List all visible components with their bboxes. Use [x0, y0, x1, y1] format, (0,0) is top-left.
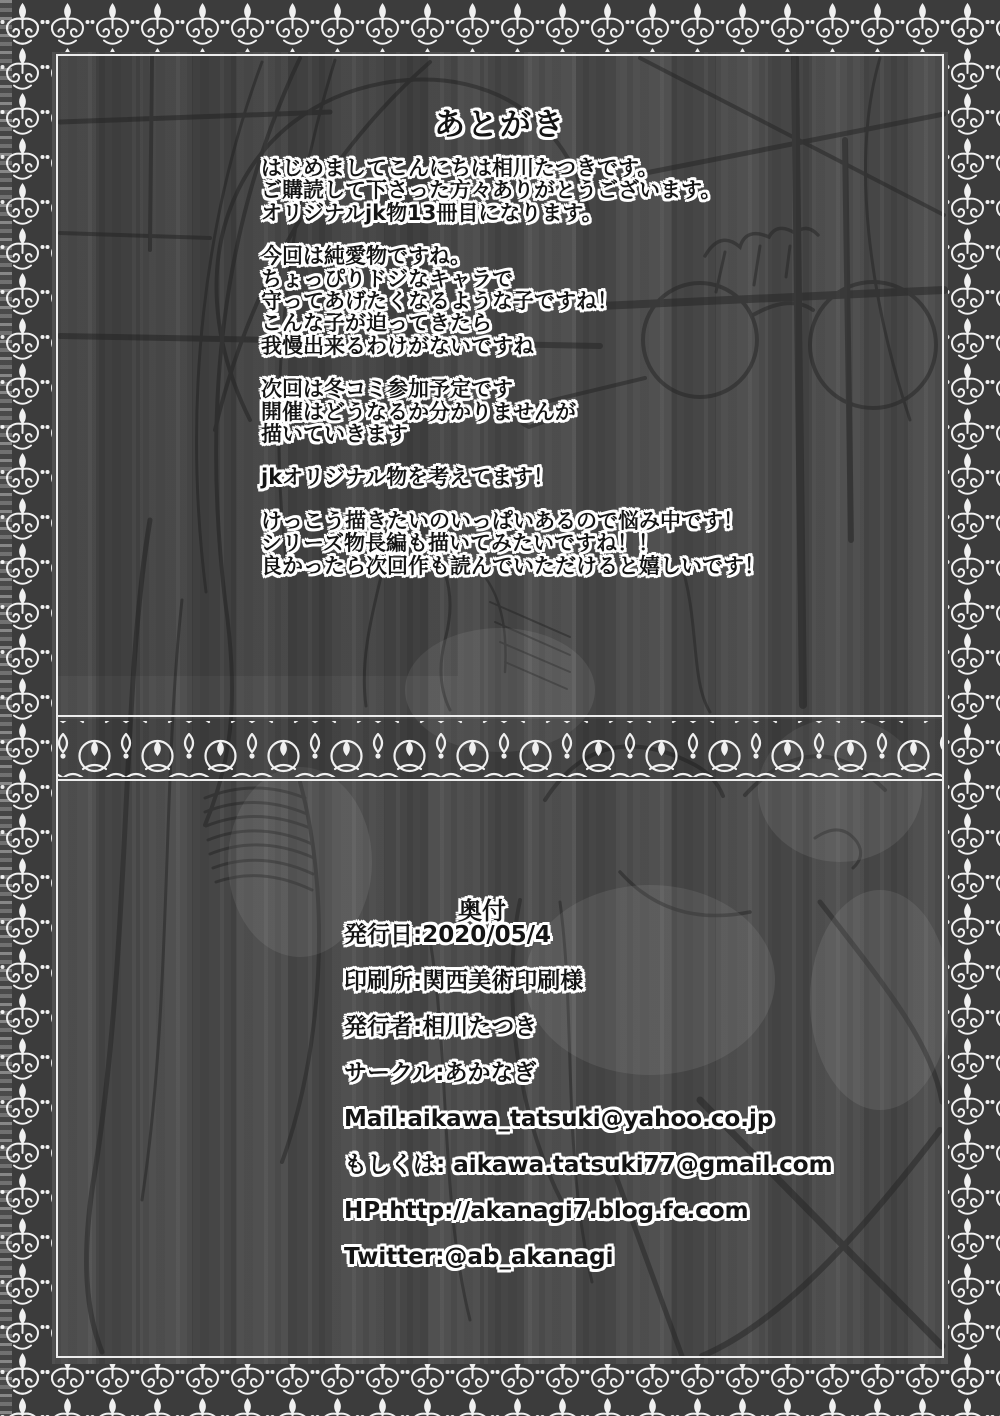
afterword-line: 良かったら次回作も読んでいただけると嬉しいです！ [261, 553, 765, 578]
colophon-line-publisher: 発行者:相川たつき [344, 1014, 538, 1040]
colophon-line-mail-alt: もしくは: aikawa.tatsuki77@gmail.com [344, 1152, 833, 1178]
afterword-line: シリーズ物長編も描いてみたいですね！！ [261, 531, 659, 556]
afterword-line: jkオリジナル物を考えてます！ [261, 465, 555, 490]
colophon-line-circle: サークル:あかなぎ [344, 1060, 537, 1086]
afterword-paragraph [261, 378, 765, 445]
scan-edge-artifact [0, 0, 12, 1416]
colophon-line-publish-date: 発行日:2020/05/4 [344, 922, 552, 948]
divider-band [58, 715, 942, 781]
afterword-line: 守ってあげたくなるような子ですね！ [261, 289, 618, 314]
colophon-line-homepage: HP:http://akanagi7.blog.fc.com [344, 1198, 749, 1224]
afterword-paragraph [261, 245, 765, 357]
page-title: あとがき [434, 107, 566, 143]
colophon-line-twitter: Twitter:@ab_akanagi [344, 1244, 614, 1270]
colophon-block [344, 921, 833, 1289]
afterword-line: 我慢出来るわけがないですね [261, 333, 534, 358]
colophon-heading: 奥付 [458, 897, 506, 925]
afterword-line: 次回は冬コミ参加予定です [261, 377, 513, 402]
afterword-line: 描いていきます [261, 422, 408, 447]
afterword-line: はじめましてこんにちは相川たつきです。 [261, 156, 659, 180]
afterword-body [261, 157, 765, 598]
afterword-line: オリジナルjk物13冊目になります。 [261, 200, 603, 225]
afterword-paragraph [261, 510, 765, 577]
colophon-line-mail: Mail:aikawa_tatsuki@yahoo.co.jp [344, 1106, 774, 1132]
afterword-paragraph [261, 157, 765, 224]
afterword-line: ご購読して下さった方々ありがとうございます。 [261, 178, 722, 203]
afterword-line: ちょっぴりドジなキャラで [261, 266, 513, 291]
colophon-line-printer: 印刷所:関西美術印刷様 [344, 968, 584, 994]
afterword-line: けっこう描きたいのいっぱいあるので悩み中です！ [261, 508, 744, 533]
afterword-line: こんな子が迫ってきたら [261, 311, 492, 336]
afterword-line: 今回は純愛物ですね。 [261, 244, 471, 269]
afterword-paragraph [261, 466, 765, 488]
afterword-line: 開催はどうなるか分かりませんが [261, 399, 576, 424]
